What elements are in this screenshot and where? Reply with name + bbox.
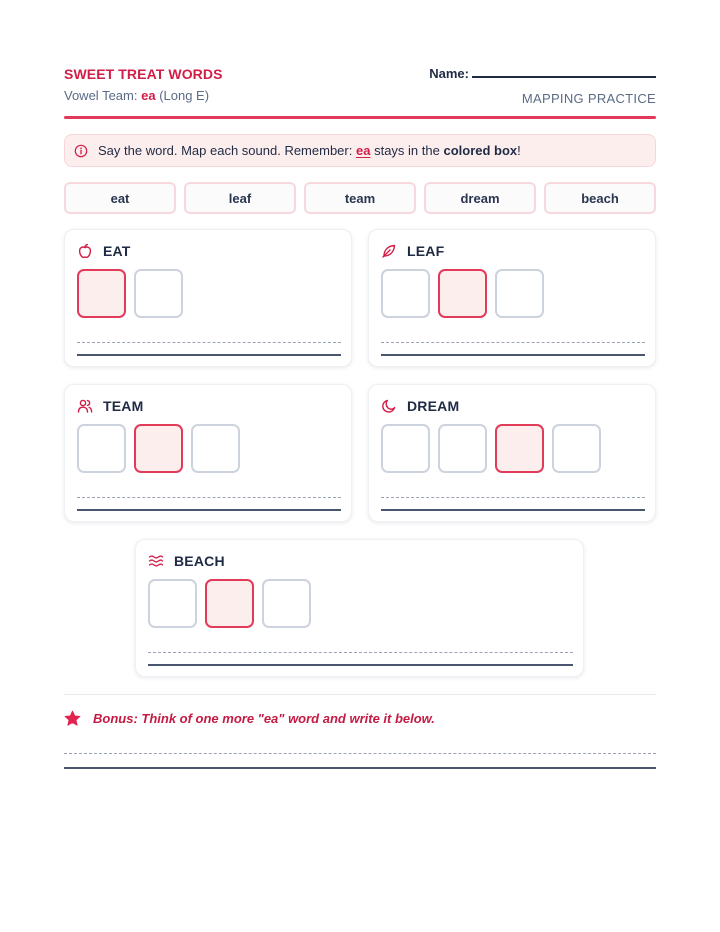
- instructions-banner: [64, 134, 656, 167]
- sound-box[interactable]: [134, 269, 183, 318]
- name-label: Name:: [429, 66, 469, 81]
- word-chip-dream[interactable]: dream: [424, 182, 536, 214]
- word-card-eat: [64, 229, 352, 367]
- card-title-leaf: LEAF: [407, 243, 445, 259]
- writing-baseline[interactable]: [381, 354, 645, 356]
- sound-box[interactable]: [262, 579, 311, 628]
- word-card-beach: [135, 539, 584, 677]
- sound-boxes-team: [77, 424, 240, 473]
- writing-guide-dashed: [77, 342, 341, 343]
- writing-baseline[interactable]: [148, 664, 573, 666]
- apple-icon: [77, 243, 93, 259]
- waves-icon: [148, 553, 164, 569]
- leaf-icon: [381, 243, 397, 259]
- sound-box[interactable]: [495, 269, 544, 318]
- instructions-highlight: ea: [355, 143, 371, 158]
- card-title-beach: BEACH: [174, 553, 225, 569]
- word-chip-team[interactable]: team: [304, 182, 416, 214]
- writing-baseline[interactable]: [77, 354, 341, 356]
- sound-box-vowel[interactable]: [205, 579, 254, 628]
- subtitle-vowel-team: ea: [141, 88, 156, 103]
- word-card-dream: [368, 384, 656, 522]
- word-chip-eat[interactable]: eat: [64, 182, 176, 214]
- sound-boxes-eat: [77, 269, 183, 318]
- section-label: MAPPING PRACTICE: [521, 91, 656, 106]
- writing-guide-dashed: [77, 497, 341, 498]
- info-icon: [74, 144, 88, 158]
- word-card-team: [64, 384, 352, 522]
- sound-box[interactable]: [191, 424, 240, 473]
- name-field[interactable]: [429, 66, 656, 81]
- sound-box-vowel[interactable]: [77, 269, 126, 318]
- sound-box[interactable]: [381, 269, 430, 318]
- sound-boxes-beach: [148, 579, 311, 628]
- sound-box[interactable]: [552, 424, 601, 473]
- word-chip-beach[interactable]: beach: [544, 182, 656, 214]
- name-blank[interactable]: [472, 66, 656, 78]
- sound-box-vowel[interactable]: [134, 424, 183, 473]
- header-divider: [64, 116, 656, 119]
- card-title-dream: DREAM: [407, 398, 460, 414]
- writing-guide-dashed: [381, 497, 645, 498]
- worksheet-title: SWEET TREAT WORDS: [64, 66, 223, 82]
- sound-box[interactable]: [148, 579, 197, 628]
- sound-box[interactable]: [381, 424, 430, 473]
- sound-boxes-dream: [381, 424, 601, 473]
- bonus-guide-dashed: [64, 753, 656, 754]
- writing-baseline[interactable]: [381, 509, 645, 511]
- word-bank: [64, 182, 656, 214]
- writing-baseline[interactable]: [77, 509, 341, 511]
- subtitle-prefix: Vowel Team:: [64, 88, 138, 103]
- sound-box[interactable]: [77, 424, 126, 473]
- sound-box-vowel[interactable]: [495, 424, 544, 473]
- subtitle-suffix: (Long E): [159, 88, 210, 103]
- writing-guide-dashed: [148, 652, 573, 653]
- word-card-leaf: [368, 229, 656, 367]
- sound-boxes-leaf: [381, 269, 544, 318]
- bonus-writing-line[interactable]: [64, 767, 656, 769]
- sound-box-vowel[interactable]: [438, 269, 487, 318]
- instructions-bold: colored box: [443, 143, 518, 158]
- card-title-eat: EAT: [103, 243, 131, 259]
- bonus-text: Bonus: Think of one more "ea" word and write it below.: [93, 711, 435, 726]
- bonus-divider: [64, 694, 656, 695]
- moon-icon: [381, 398, 397, 414]
- bonus-prompt: [64, 710, 435, 727]
- instructions-text: Say the word. Map each sound. Remember: ea stays in the colored box!: [98, 143, 521, 158]
- sound-box[interactable]: [438, 424, 487, 473]
- star-icon: [64, 710, 81, 727]
- worksheet-subtitle: [64, 88, 209, 103]
- word-chip-leaf[interactable]: leaf: [184, 182, 296, 214]
- card-title-team: TEAM: [103, 398, 144, 414]
- writing-guide-dashed: [381, 342, 645, 343]
- worksheet-header: [64, 64, 656, 120]
- users-icon: [77, 398, 93, 414]
